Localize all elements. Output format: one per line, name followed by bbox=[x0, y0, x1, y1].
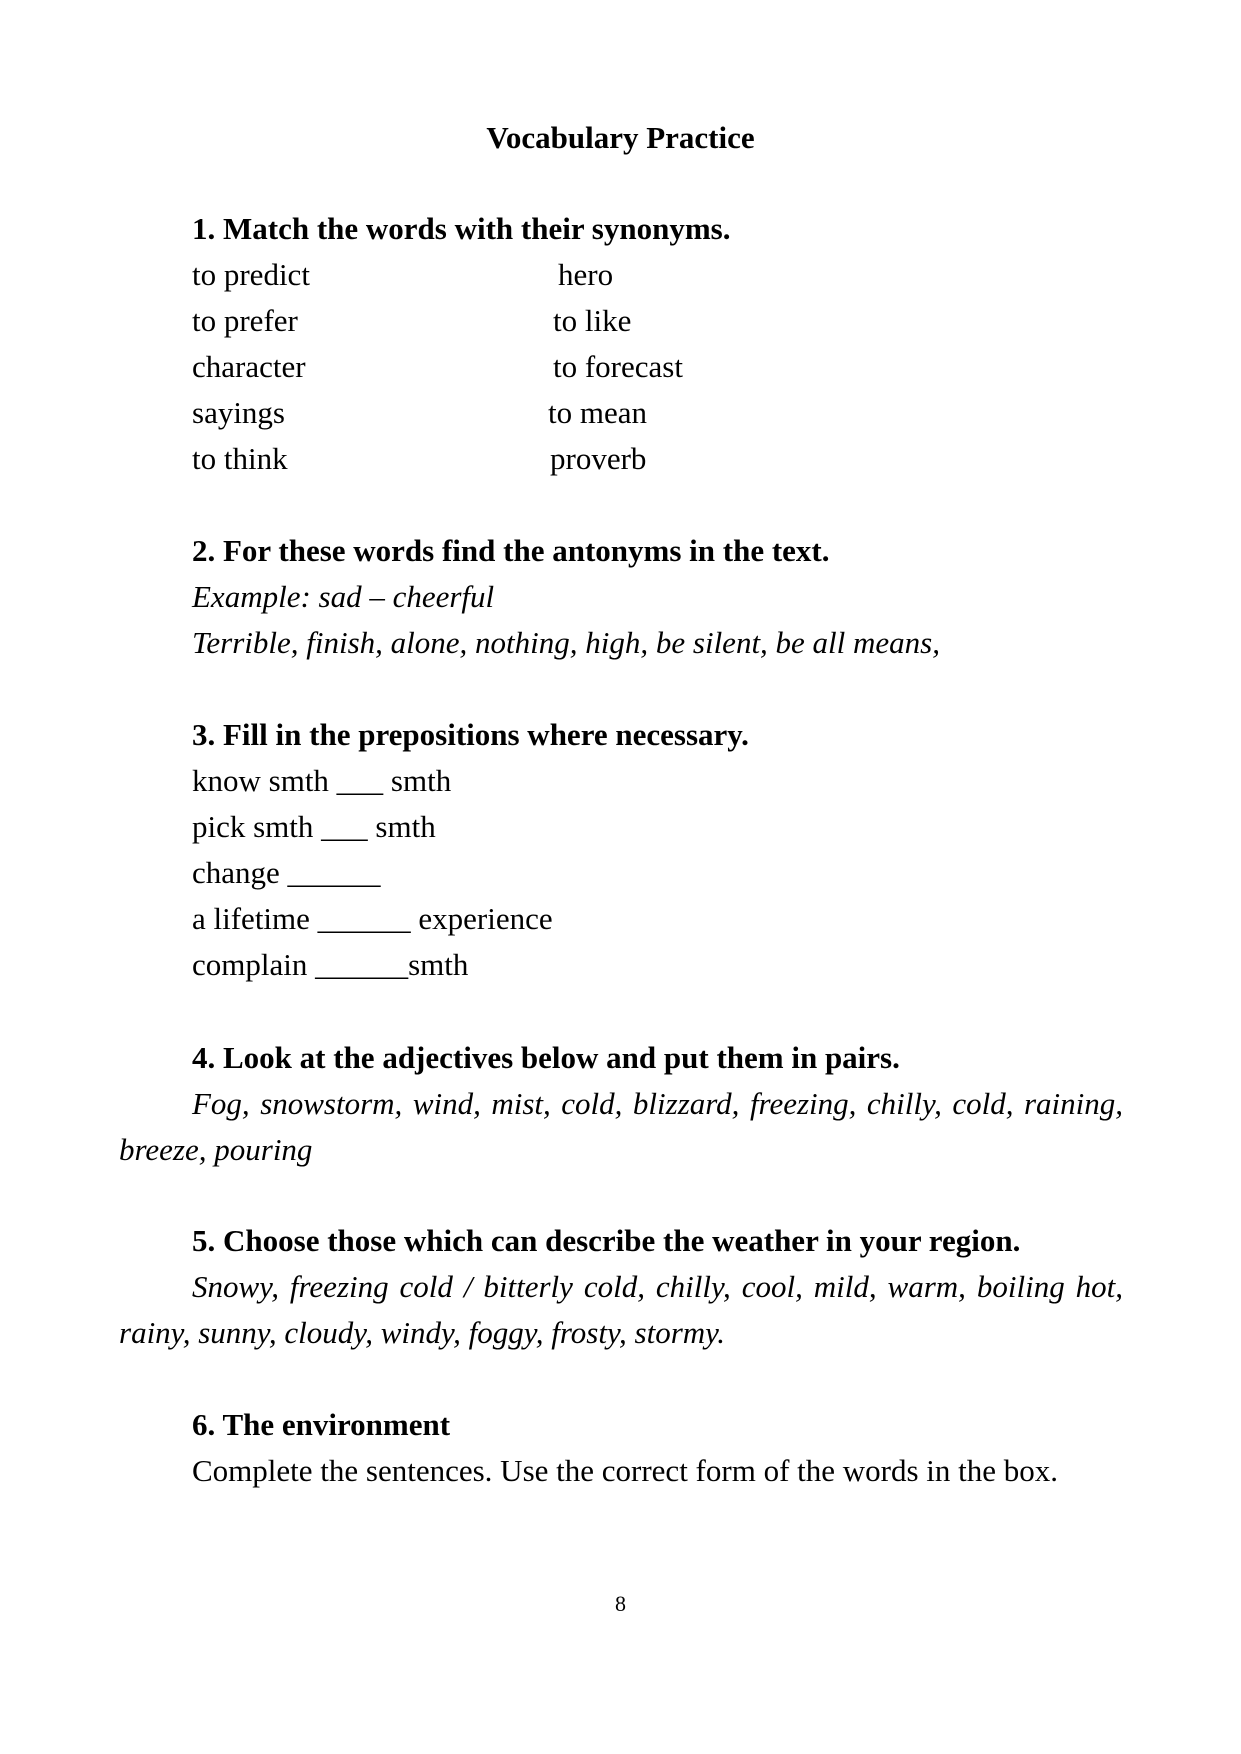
page-number: 8 bbox=[615, 1591, 626, 1616]
weather-word-list: Snowy, freezing cold / bitterly cold, chilly, cool, mild, warm, boiling hot, rainy, sunny, cloudy, windy, foggy, frosty, stormy. bbox=[119, 1269, 1123, 1350]
section-5-weather bbox=[119, 1218, 1123, 1356]
synonym-pair bbox=[119, 344, 1123, 390]
section-3-prepositions bbox=[119, 712, 1123, 988]
synonym-word: character bbox=[192, 349, 306, 384]
section-5-heading: 5. Choose those which can describe the weather in your region. bbox=[192, 1223, 1021, 1258]
section-6-heading: 6. The environment bbox=[192, 1407, 451, 1442]
synonym-word: to predict bbox=[192, 257, 310, 292]
antonym-example: Example: sad – cheerful bbox=[192, 579, 495, 614]
synonym-match: hero bbox=[558, 257, 614, 292]
section-1-heading: 1. Match the words with their synonyms. bbox=[192, 211, 731, 246]
synonym-match: to forecast bbox=[553, 349, 683, 384]
synonym-match: to mean bbox=[548, 395, 647, 430]
synonym-word: to prefer bbox=[192, 303, 298, 338]
section-1-synonyms bbox=[119, 206, 1123, 482]
synonym-pair bbox=[119, 252, 1123, 298]
preposition-item: a lifetime ______ experience bbox=[192, 901, 553, 936]
section-4-adjective-pairs bbox=[119, 1035, 1123, 1173]
synonym-pair bbox=[119, 390, 1123, 436]
synonym-match: to like bbox=[553, 303, 632, 338]
adjective-word-list: Fog, snowstorm, wind, mist, cold, blizzard, freezing, chilly, cold, raining, breeze, pouring bbox=[119, 1086, 1123, 1167]
preposition-item: pick smth ___ smth bbox=[192, 809, 436, 844]
section-3-heading: 3. Fill in the prepositions where necessary. bbox=[192, 717, 749, 752]
preposition-item: change ______ bbox=[192, 855, 381, 890]
preposition-item: complain ______smth bbox=[192, 947, 469, 982]
environment-instruction: Complete the sentences. Use the correct form of the words in the box. bbox=[192, 1453, 1059, 1488]
section-2-antonyms bbox=[119, 528, 1123, 666]
synonym-pair bbox=[119, 436, 1123, 482]
synonym-word: to think bbox=[192, 441, 288, 476]
synonym-pair bbox=[119, 298, 1123, 344]
section-2-heading: 2. For these words find the antonyms in the text. bbox=[192, 533, 830, 568]
preposition-item: know smth ___ smth bbox=[192, 763, 452, 798]
page-title: Vocabulary Practice bbox=[486, 120, 755, 155]
synonym-match: proverb bbox=[550, 441, 647, 476]
section-6-environment bbox=[119, 1402, 1123, 1494]
antonym-word-list: Terrible, finish, alone, nothing, high, be silent, be all means, bbox=[192, 625, 940, 660]
section-4-heading: 4. Look at the adjectives below and put them in pairs. bbox=[192, 1040, 900, 1075]
synonym-word: sayings bbox=[192, 395, 285, 430]
